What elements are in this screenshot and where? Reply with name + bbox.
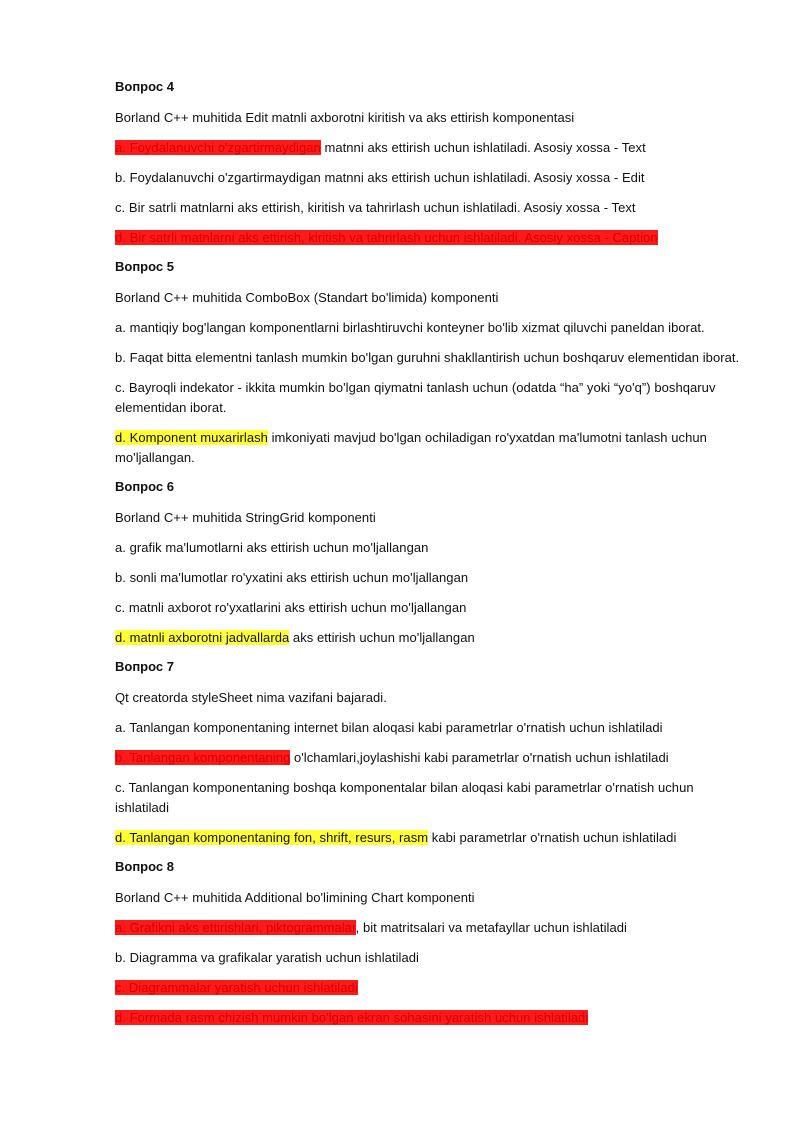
option-text: c. Bayroqli indekator - ikkita mumkin bo'lgan qiymatni tanlash uchun (odatda “ha” yoki “yo'q”) boshqaruv elementidan iborat. [115, 380, 716, 415]
option-text: a. grafik ma'lumotlarni aks ettirish uchun mo'ljallangan [115, 540, 429, 555]
option-text: c. Bir satrli matnlarni aks ettirish, kiritish va tahrirlash uchun ishlatiladi. Asosiy xossa - Text [115, 200, 636, 215]
document-page [115, 78, 745, 1038]
answer-option [115, 828, 745, 848]
answer-option [115, 918, 745, 938]
answer-option [115, 948, 745, 968]
question-heading: Вопрос 6 [115, 479, 174, 494]
option-text: imkoniyati mavjud bo'lgan ochiladigan ro'yxatdan ma'lumotni tanlash uchun mo'ljallangan. [115, 430, 707, 465]
option-text: o'lchamlari,joylashishi kabi parametrlar o'rnatish uchun ishlatiladi [290, 750, 669, 765]
answer-option [115, 318, 745, 338]
answer-option [115, 198, 745, 218]
highlighted-text: a. Foydalanuvchi o'zgartirmaydigan [115, 140, 321, 155]
answer-option [115, 628, 745, 648]
answer-option [115, 718, 745, 738]
highlighted-text: d. Tanlangan komponentaning fon, shrift, resurs, rasm [115, 830, 429, 845]
answer-option [115, 748, 745, 768]
question-heading: Вопрос 4 [115, 79, 174, 94]
question-text: Borland C++ muhitida Edit matnli axborotni kiritish va aks ettirish komponentasi [115, 110, 575, 125]
option-text: c. matnli axborot ro'yxatlarini aks ettirish uchun mo'ljallangan [115, 600, 467, 615]
option-text: a. mantiqiy bog'langan komponentlarni birlashtiruvchi konteyner bo'lib xizmat qiluvchi paneldan iborat. [115, 320, 705, 335]
option-text: b. Diagramma va grafikalar yaratish uchun ishlatiladi [115, 950, 419, 965]
answer-option [115, 978, 745, 998]
answer-option [115, 598, 745, 618]
highlighted-text: c. Diagrammalar yaratish uchun ishlatiladi [115, 980, 358, 995]
option-text: , bit matritsalari va metafayllar uchun ishlatiladi [355, 920, 627, 935]
question-text: Borland C++ muhitida StringGrid komponenti [115, 510, 376, 525]
answer-option [115, 348, 745, 368]
answer-option [115, 168, 745, 188]
option-text: aks ettirish uchun mo'ljallangan [289, 630, 475, 645]
highlighted-text: b. Tanlangan komponentaning [115, 750, 291, 765]
option-text: b. Faqat bitta elementni tanlash mumkin bo'lgan guruhni shakllantirish uchun boshqaruv elementidan iborat. [115, 350, 740, 365]
option-text: matnni aks ettirish uchun ishlatiladi. Asosiy xossa - Text [320, 140, 646, 155]
answer-option [115, 138, 745, 158]
highlighted-text: d. matnli axborotni jadvallarda [115, 630, 290, 645]
option-text: c. Tanlangan komponentaning boshqa komponentalar bilan aloqasi kabi parametrlar o'rnatish uchun ishlatiladi [115, 780, 694, 815]
answer-option [115, 1008, 745, 1028]
question-text: Qt creatorda styleSheet nima vazifani bajaradi. [115, 690, 387, 705]
question-heading: Вопрос 8 [115, 859, 174, 874]
answer-option [115, 428, 745, 468]
highlighted-text: d. Komponent muxarirlash [115, 430, 268, 445]
option-text: b. sonli ma'lumotlar ro'yxatini aks ettirish uchun mo'ljallangan [115, 570, 469, 585]
question-heading: Вопрос 5 [115, 259, 174, 274]
answer-option [115, 378, 745, 418]
highlighted-text: a. Grafikni aks ettirishlari, piktogrammalar [115, 920, 356, 935]
highlighted-text: d. Bir satrli matnlarni aks ettirish, kiritish va tahrirlash uchun ishlatiladi. Asosiy xossa - Caption [115, 230, 658, 245]
question-text: Borland C++ muhitida Additional bo'limining Chart komponenti [115, 890, 475, 905]
answer-option [115, 778, 745, 818]
answer-option [115, 568, 745, 588]
answer-option [115, 228, 745, 248]
option-text: a. Tanlangan komponentaning internet bilan aloqasi kabi parametrlar o'rnatish uchun ishlatiladi [115, 720, 663, 735]
option-text: b. Foydalanuvchi o'zgartirmaydigan matnni aks ettirish uchun ishlatiladi. Asosiy xossa - Edit [115, 170, 645, 185]
answer-option [115, 538, 745, 558]
option-text: kabi parametrlar o'rnatish uchun ishlatiladi [428, 830, 677, 845]
question-heading: Вопрос 7 [115, 659, 174, 674]
question-text: Borland C++ muhitida ComboBox (Standart bo'limida) komponenti [115, 290, 499, 305]
highlighted-text: d. Formada rasm chizish mumkin bo'lgan ekran sohasini yaratish uchun ishlatiladi [115, 1010, 589, 1025]
